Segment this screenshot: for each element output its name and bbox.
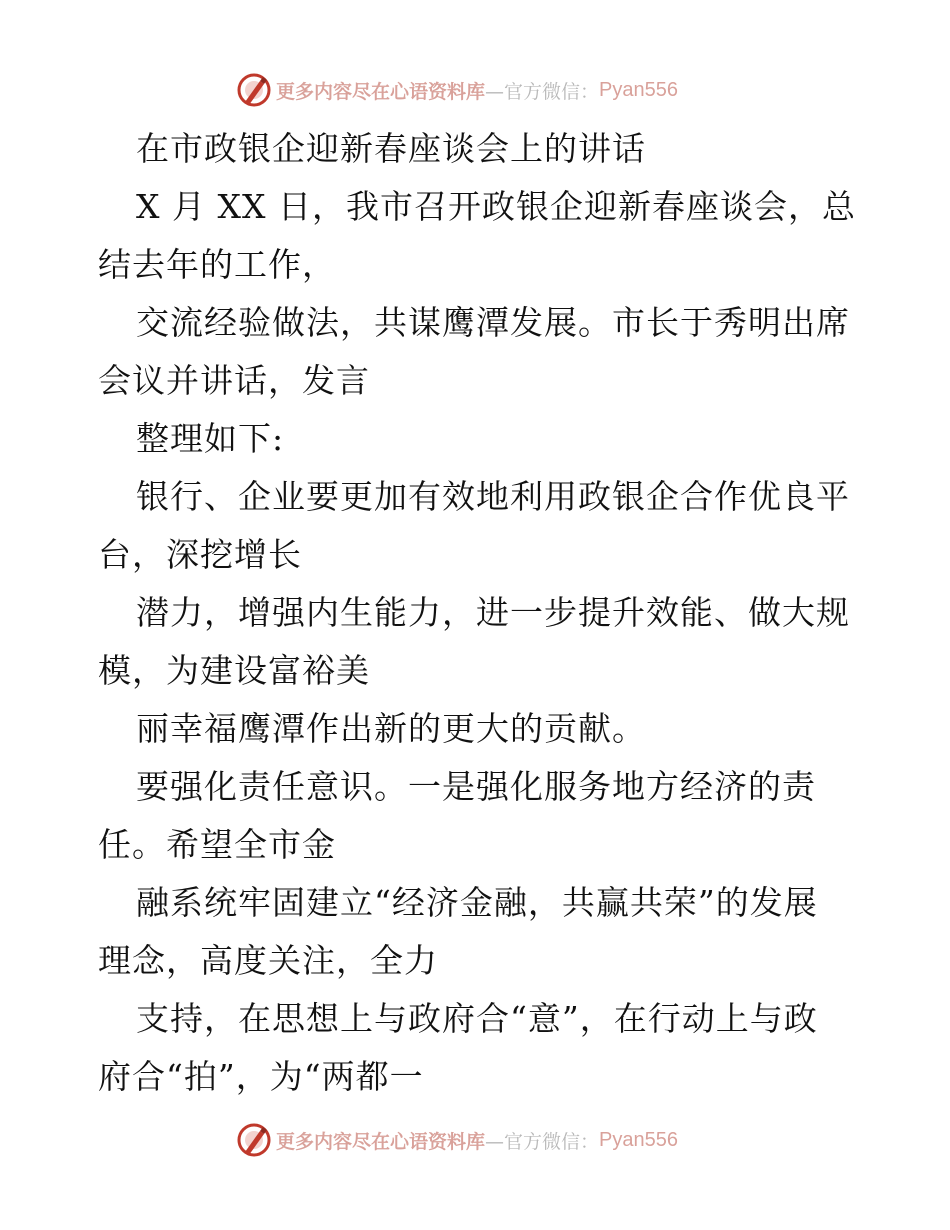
pen-logo-icon — [236, 72, 272, 108]
text-line: 交流经验做法，共谋鹰潭发展。市长于秀明出席 — [136, 303, 850, 342]
text-line: 整理如下: — [136, 419, 285, 458]
text-line: 理念，高度关注，全力 — [98, 941, 438, 980]
document-body — [98, 120, 858, 1106]
watermark-id-text: Pyan556 — [599, 1128, 678, 1151]
text-line: X 月 XX 日，我市召开政银企迎新春座谈会，总 — [136, 187, 856, 226]
text-line: 丽幸福鹰潭作出新的更大的贡献。 — [136, 709, 646, 748]
watermark-sub-text: —官方微信： — [485, 80, 600, 103]
text-line: 支持，在思想上与政府合“意”，在行动上与政 — [136, 999, 818, 1038]
text-line: 任。希望全市金 — [98, 825, 336, 864]
watermark-sub-text: —官方微信： — [485, 1130, 600, 1153]
text-line: 台，深挖增长 — [98, 535, 302, 574]
text-line: 在市政银企迎新春座谈会上的讲话 — [136, 129, 646, 168]
watermark-main-text: 更多内容尽在心语资料库 — [276, 80, 486, 103]
watermark-main-text: 更多内容尽在心语资料库 — [276, 1130, 486, 1153]
text-line: 融系统牢固建立“经济金融，共赢共荣”的发展 — [136, 883, 818, 922]
pen-logo-icon — [236, 1122, 272, 1158]
text-line: 银行、企业要更加有效地利用政银企合作优良平 — [136, 477, 850, 516]
header-watermark — [236, 70, 678, 110]
text-line: 模，为建设富裕美 — [98, 651, 370, 690]
watermark-id-text: Pyan556 — [599, 78, 678, 101]
text-line: 府合“拍”，为“两都一 — [98, 1057, 424, 1096]
text-line: 结去年的工作， — [98, 245, 336, 284]
text-line: 会议并讲话，发言 — [98, 361, 370, 400]
text-line: 潜力，增强内生能力，进一步提升效能、做大规 — [136, 593, 850, 632]
footer-watermark — [236, 1120, 678, 1160]
text-line: 要强化责任意识。一是强化服务地方经济的责 — [136, 767, 816, 806]
